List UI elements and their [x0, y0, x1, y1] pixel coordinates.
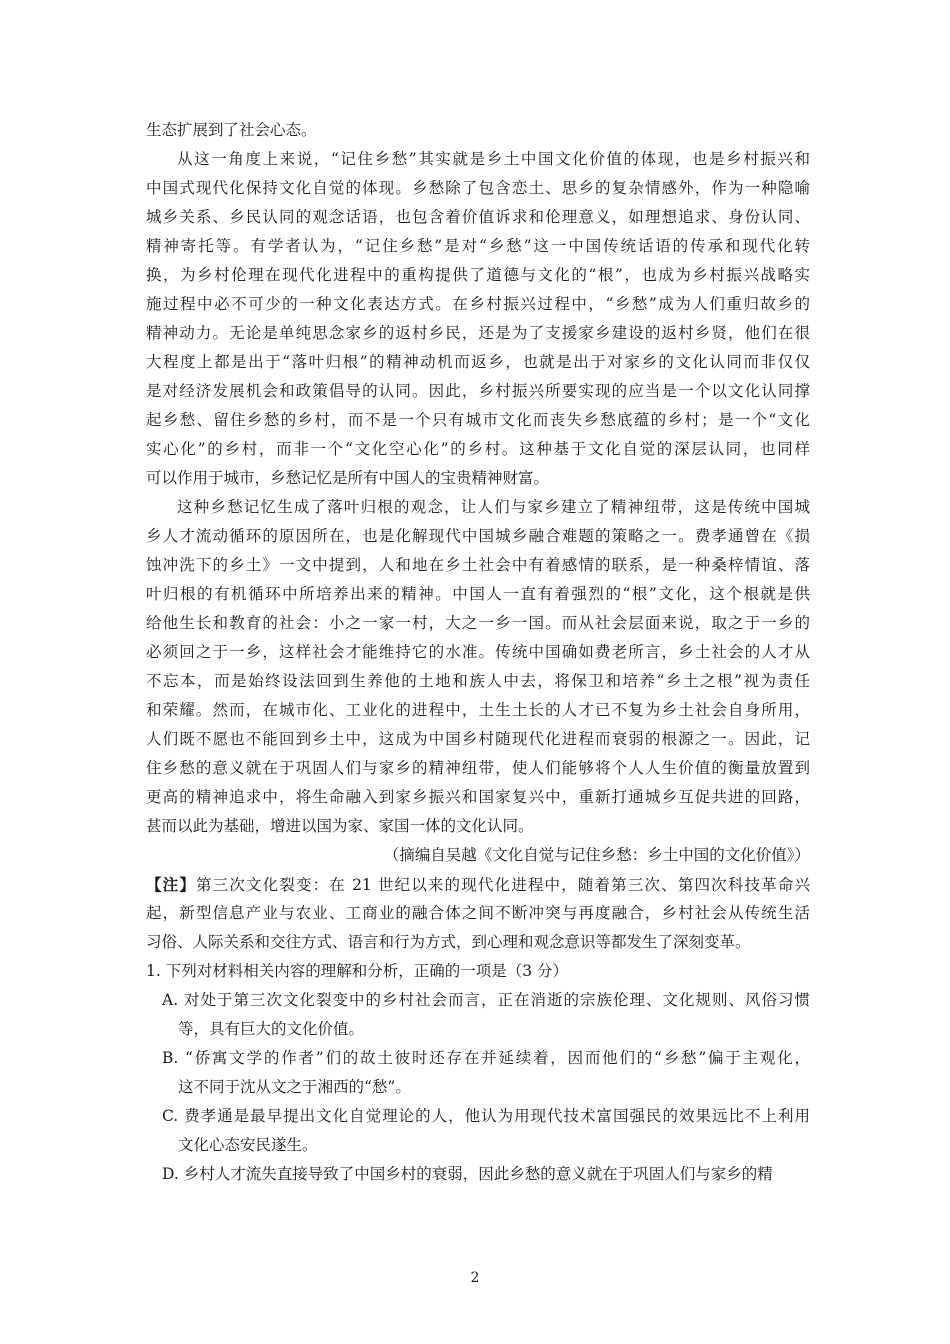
- paragraph-line: 乡人才流动循环的原因所在，也是化解现代中国城乡融合难题的策略之一。费孝通曾在《损: [146, 527, 810, 545]
- paragraph-line: 是对经济发展机会和政策倡导的认同。因此，乡村振兴所要实现的应当是一个以文化认同撑: [146, 382, 810, 400]
- note-text: 第三次文化裂变：在 21 世纪以来的现代化进程中，随着第三次、第四次科技革命兴: [196, 876, 810, 894]
- note-tag: 【注】: [146, 875, 196, 894]
- paragraph-line: 和荣耀。然而，在城市化、工业化的进程中，土生土长的人才已不复为乡土社会自身所用，: [146, 701, 810, 719]
- question-option-d: D. 乡村人才流失直接导致了中国乡村的衰弱，因此乡愁的意义就在于巩固人们与家乡的精: [162, 1165, 773, 1183]
- question-option-a: A. 对处于第三次文化裂变中的乡村社会而言，正在消逝的宗族伦理、文化规则、风俗习惯: [162, 991, 810, 1009]
- paragraph-line: 起乡愁、留住乡愁的乡村，而不是一个只有城市文化而丧失乡愁底蕴的乡村；是一个“文化: [146, 411, 810, 429]
- paragraph-line: 蚀冲洗下的乡土》一文中提到，人和地在乡土社会中有着感情的联系，是一种桑梓情谊、落: [146, 556, 810, 574]
- paragraph-line: 不忘本，而是始终设法回到生养他的土地和族人中去，将保卫和培养“乡土之根”视为责任: [146, 672, 810, 690]
- paragraph-line: 中国式现代化保持文化自觉的体现。乡愁除了包含恋土、思乡的复杂情感外，作为一种隐喻: [146, 179, 810, 197]
- paragraph-line: 给他生长和教育的社会：小之一家一村，大之一乡一国。而从社会层面来说，取之于一乡的: [146, 614, 810, 632]
- paragraph-line: 城乡关系、乡民认同的观念话语，也包含着价值诉求和伦理意义，如理想追求、身份认同、: [146, 208, 810, 226]
- note-line: 起，新型信息产业与农业、工商业的融合体之间不断冲突与再度融合，乡村社会从传统生活: [146, 904, 810, 922]
- paragraph-line: 精神动力。无论是单纯思念家乡的返村乡民，还是为了支援家乡建设的返村乡贤，他们在很: [146, 324, 810, 342]
- paragraph-line: 必须回之于一乡，这样社会才能维持它的水准。传统中国确如费老所言，乡土社会的人才从: [146, 643, 810, 661]
- question-option-c: 文化心态安民遂生。: [178, 1136, 318, 1154]
- paragraph-line: 生态扩展到了社会心态。: [146, 121, 317, 139]
- paragraph-line: 人们既不愿也不能回到乡土中，这成为中国乡村随现代化进程而衰弱的根源之一。因此，记: [146, 730, 810, 748]
- note-line: [146, 870, 810, 899]
- question-stem: 1. 下列对材料相关内容的理解和分析，正确的一项是（3 分）: [146, 962, 569, 980]
- question-option-a: 等，具有巨大的文化价值。: [178, 1020, 365, 1038]
- source-citation: （摘编自吴越《文化自觉与记住乡愁：乡土中国的文化价值》）: [383, 846, 810, 864]
- paragraph-line: 住乡愁的意义就在于巩固人们与家乡的精神纽带，使人们能够将个人人生价值的衡量放置到: [146, 759, 810, 777]
- paragraph-line: 施过程中必不可少的一种文化表达方式。在乡村振兴过程中，“乡愁”成为人们重归故乡的: [146, 295, 810, 313]
- paragraph-line: 大程度上都是出于“落叶归根”的精神动机而返乡，也就是出于对家乡的文化认同而非仅仅: [146, 353, 810, 371]
- paragraph-line: 可以作用于城市，乡愁记忆是所有中国人的宝贵精神财富。: [146, 469, 550, 487]
- question-option-c: C. 费孝通是最早提出文化自觉理论的人，他认为用现代技术富国强民的效果远比不上利用: [162, 1107, 810, 1125]
- paragraph-line: 这种乡愁记忆生成了落叶归根的观念，让人们与家乡建立了精神纽带，这是传统中国城: [177, 498, 810, 516]
- question-option-b: 这不同于沈从文之于湘西的“愁”。: [178, 1078, 411, 1096]
- paragraph-line: 换，为乡村伦理在现代化进程中的重构提供了道德与文化的“根”，也成为乡村振兴战略实: [146, 266, 810, 284]
- page-number: 2: [470, 1270, 480, 1286]
- paragraph-line: 更高的精神追求中，将生命融入到家乡振兴和国家复兴中，重新打通城乡互促共进的回路，: [146, 788, 810, 806]
- paragraph-line: 从这一角度上来说，“记住乡愁”其实就是乡土中国文化价值的体现，也是乡村振兴和: [177, 150, 810, 168]
- paragraph-line: 甚而以此为基础，增进以国为家、家国一体的文化认同。: [146, 817, 534, 835]
- body-text: [146, 116, 810, 1189]
- note-line: 习俗、人际关系和交往方式、语言和行为方式，到心理和观念意识等都发生了深刻变革。: [146, 933, 751, 951]
- paragraph-line: 实心化”的乡村，而非一个“文化空心化”的乡村。这种基于文化自觉的深层认同，也同样: [146, 440, 810, 458]
- paragraph-line: 精神寄托等。有学者认为，“记住乡愁”是对“乡愁”这一中国传统话语的传承和现代化转: [146, 237, 810, 255]
- question-option-b: B. “侨寓文学的作者”们的故土彼时还存在并延续着，因而他们的“乡愁”偏于主观化，: [162, 1049, 810, 1067]
- paragraph-line: 叶归根的有机循环中所培养出来的精神。中国人一直有着强烈的“根”文化，这个根就是供: [146, 585, 810, 603]
